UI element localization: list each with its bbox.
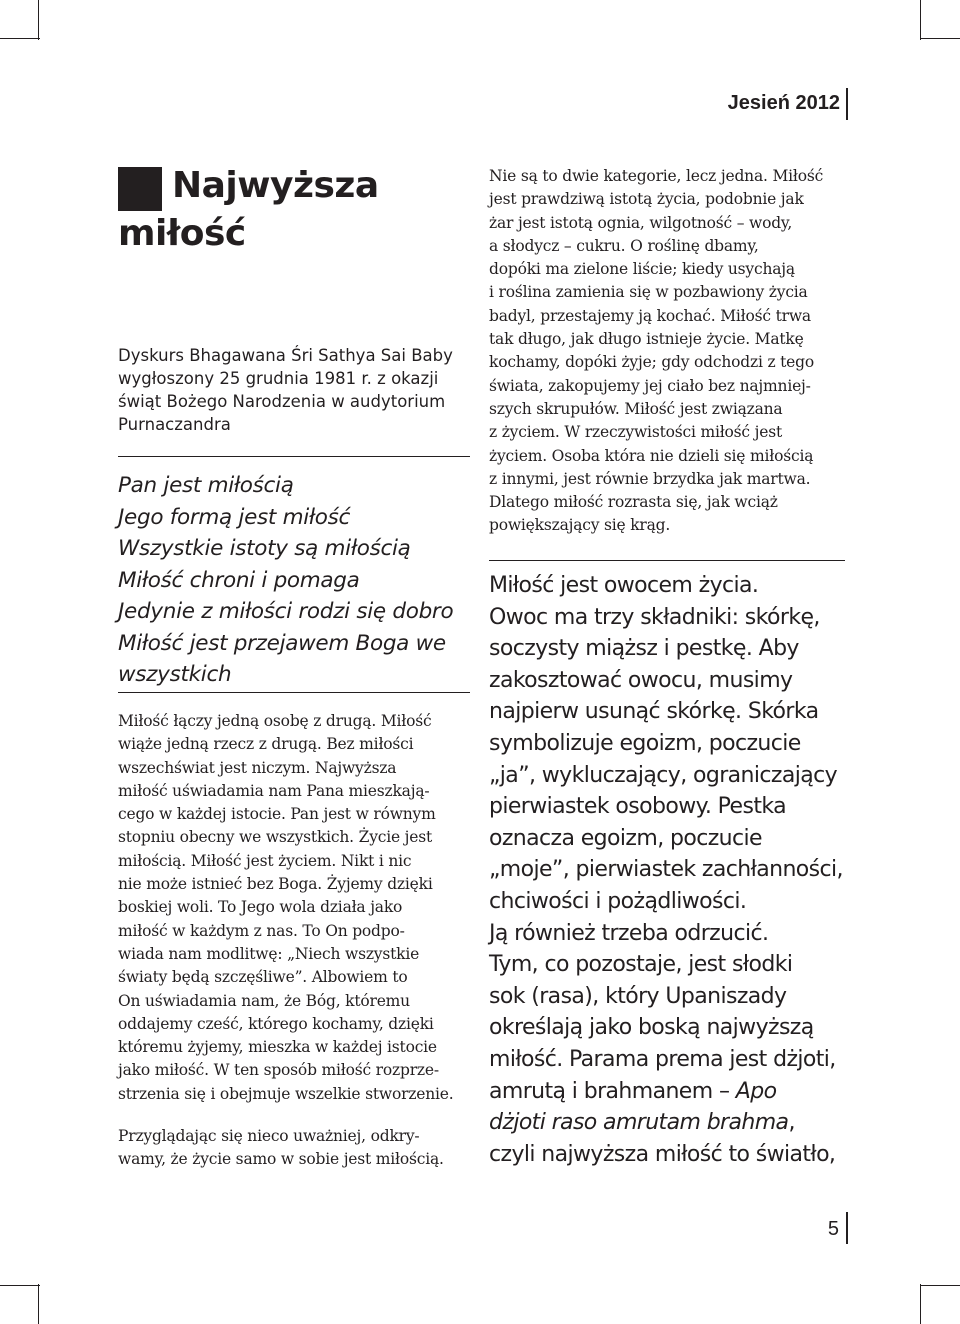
body-line: powiększający się krąg.: [489, 516, 671, 535]
large-line: zakosztować owocu, musimy: [489, 667, 793, 693]
header-rule: [846, 88, 848, 120]
large-line: soczysty miąższ i pestkę. Aby: [489, 636, 799, 662]
page-number: 5: [827, 1218, 839, 1240]
large-line: „moje”, pierwiastek zachłanności,: [489, 857, 843, 883]
subtitle-line: świąt Bożego Narodzenia w audytorium: [118, 392, 446, 411]
poem-line: Pan jest miłością: [118, 473, 294, 498]
section-divider: [118, 456, 470, 457]
body-line: tak długo, jak długo istnieje życie. Matkę: [489, 330, 804, 349]
large-line: czyli najwyższa miłość to światło,: [489, 1141, 836, 1167]
body-line: Nie są to dwie kategorie, lecz jedna. Miłość: [489, 167, 824, 185]
body-line: nie może istnieć bez Boga. Żyjemy dzięki: [118, 875, 433, 894]
poem-line: Miłość chroni i pomaga: [118, 567, 360, 593]
body-line: kochamy, dopóki żyje; gdy odchodzi z tego: [489, 353, 815, 372]
body-line: oddajemy cześć, którego kochamy, dzięki: [118, 1014, 434, 1033]
body-line: świata, zakopujemy jej ciało bez najmniej-: [489, 376, 811, 395]
body-line: Dlatego miłość rozrasta się, jak wciąż: [489, 493, 778, 512]
body-line: miłość uświadamia nam Pana mieszkają-: [118, 781, 430, 800]
large-line: oznacza egoizm, poczucie: [489, 825, 762, 851]
poem-line: Miłość jest przejawem Boga we: [118, 630, 446, 656]
large-type-passage: [489, 570, 849, 1170]
poem: [118, 470, 473, 691]
large-line: Ją również trzeba odrzucić.: [489, 920, 769, 946]
article-subtitle: [118, 344, 468, 436]
large-line: [489, 1076, 849, 1108]
section-divider: [489, 560, 845, 561]
section-divider: [118, 692, 470, 693]
body-line: któremu żyjemy, mieszka w każdej istocie: [118, 1038, 437, 1057]
title-line: Najwyższa: [172, 165, 379, 206]
body-line: z innymi, jest równie brzydka jak martwa.: [489, 469, 811, 488]
large-line: Tym, co pozostaje, jest słodki: [489, 952, 793, 978]
body-line: a słodycz – cukru. O roślinę dbamy,: [489, 236, 759, 255]
body-line: miłość w każdym z nas. To On podpo-: [118, 921, 405, 940]
crop-mark: [0, 38, 40, 39]
body-line: żar jest istotą ognia, wilgotność – wody,: [489, 213, 793, 232]
poem-line: wszystkich: [118, 662, 232, 687]
body-line: szych skrupułów. Miłość jest związana: [489, 399, 783, 418]
large-line: [489, 1107, 849, 1139]
poem-line: Jego formą jest miłość: [118, 504, 351, 530]
title-square-icon: [118, 167, 162, 211]
body-line: z życiem. W rzeczywistości miłość jest: [489, 423, 782, 442]
large-line: miłość. Parama prema jest dżjoti,: [489, 1046, 836, 1072]
large-line-text: amrutą i brahmanem –: [489, 1078, 736, 1104]
large-line: symbolizuje egoizm, poczucie: [489, 730, 801, 756]
body-line: Przyglądając się nieco uważniej, odkry-: [118, 1127, 420, 1145]
right-body-paragraph: [489, 165, 849, 538]
large-line: najpierw usunąć skórkę. Skórka: [489, 699, 819, 725]
body-line: cego w każdej istocie. Pan jest w równym: [118, 805, 436, 824]
body-line: wiada nam modlitwę: „Niech wszystkie: [118, 944, 420, 963]
large-line-italic: dżjoti raso amrutam brahma: [489, 1110, 789, 1136]
body-line: wamy, że życie samo w sobie jest miłością.: [118, 1150, 444, 1169]
large-line: Owoc ma trzy składniki: skórkę,: [489, 604, 820, 630]
large-line: „ja”, wykluczający, ograniczający: [489, 762, 838, 788]
crop-mark: [38, 0, 39, 40]
body-line: jako miłość. W ten sposób miłość rozprze-: [118, 1061, 439, 1080]
article-title-block: [118, 163, 478, 257]
left-body-paragraph-2: [118, 1125, 473, 1172]
subtitle-line: wygłoszony 25 grudnia 1981 r. z okazji: [118, 369, 439, 388]
large-line-text: ,: [788, 1110, 795, 1136]
body-line: boskiej woli. To Jego wola działa jako: [118, 898, 403, 917]
body-line: badyl, przestajemy ją kochać. Miłość trwa: [489, 306, 811, 325]
body-line: dopóki ma zielone liście; kiedy usychają: [489, 260, 795, 279]
subtitle-line: Purnaczandra: [118, 415, 231, 434]
body-line: i roślina zamienia się w pozbawiony życia: [489, 283, 808, 302]
issue-header: Jesień 2012: [727, 92, 840, 114]
crop-mark: [920, 0, 921, 40]
page-number-rule: [846, 1212, 848, 1244]
large-line: określają jako boską najwyższą: [489, 1015, 814, 1041]
article-title: [118, 163, 478, 257]
body-line: wiąże jedną rzecz z drugą. Bez miłości: [118, 735, 414, 754]
large-line: sok (rasa), który Upaniszady: [489, 983, 787, 1009]
body-line: miłością. Miłość jest życiem. Nikt i nic: [118, 851, 412, 870]
body-line: jest prawdziwą istotą życia, podobnie jak: [489, 190, 804, 209]
title-line: miłość: [118, 213, 246, 254]
body-line: życiem. Osoba która nie dzieli się miłością: [489, 446, 814, 465]
crop-mark: [920, 38, 960, 39]
body-line: On uświadamia nam, że Bóg, któremu: [118, 991, 410, 1010]
crop-mark: [0, 1285, 40, 1286]
body-line: stopniu obecny we wszystkich. Życie jest: [118, 828, 433, 847]
crop-mark: [38, 1284, 39, 1324]
poem-line: Wszystkie istoty są miłością: [118, 536, 411, 561]
poem-line: Jedynie z miłości rodzi się dobro: [118, 599, 454, 624]
body-line: światy będą szczęśliwe”. Albowiem to: [118, 968, 408, 987]
large-line: chciwości i pożądliwości.: [489, 888, 747, 914]
large-line-italic: Apo: [735, 1078, 777, 1104]
body-line: Miłość łączy jedną osobę z drugą. Miłość: [118, 712, 432, 730]
large-line: pierwiastek osobowy. Pestka: [489, 794, 787, 820]
large-line: Miłość jest owocem życia.: [489, 573, 759, 598]
crop-mark: [920, 1285, 960, 1286]
body-line: wszechświat jest niczym. Najwyższa: [118, 758, 397, 777]
subtitle-line: Dyskurs Bhagawana Śri Sathya Sai Baby: [118, 346, 453, 365]
crop-mark: [920, 1284, 921, 1324]
left-body-paragraph: [118, 710, 473, 1106]
body-line: strzenia się i obejmuje wszelkie stworzenie.: [118, 1084, 454, 1103]
